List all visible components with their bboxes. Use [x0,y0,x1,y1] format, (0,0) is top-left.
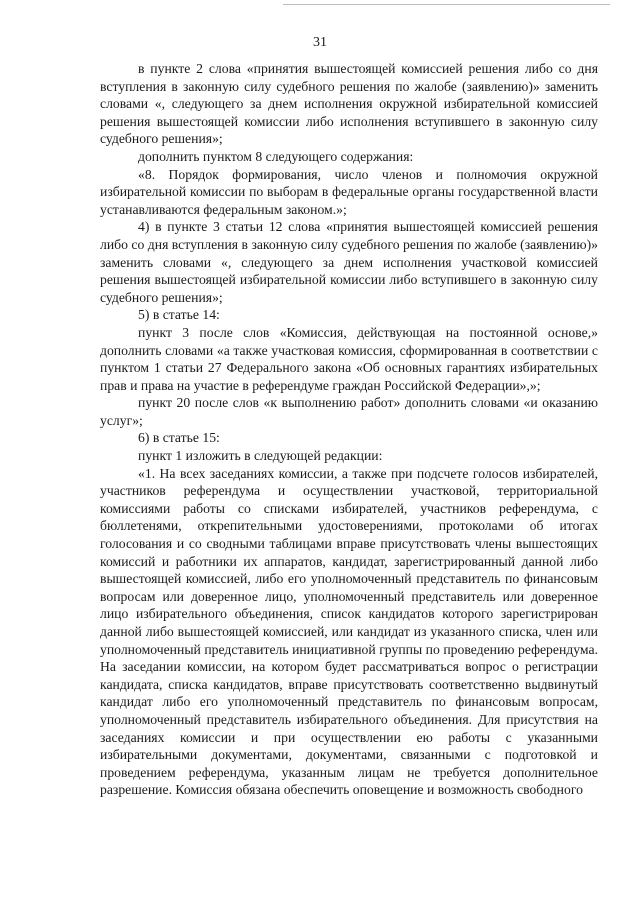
paragraph: 6) в статье 15: [138,430,220,446]
paragraph: пункт 1 изложить в следующей редакции: [138,448,383,464]
paragraph: «8. Порядок формирования, число членов и полномочия окружной избирательной комиссии по выборам в федеральные органы государственной власти устанавливаются федеральным законом.»; [100,166,598,217]
paragraph: пункт 3 после слов «Комиссия, действующая на постоянной основе,» дополнить словами «а также участковая комиссия, сформированная в соответствии с пунктом 1 статьи 27 Федерального закона «Об основных гарантиях избирательных прав и права на участие в референдуме граждан Российской Федерации»,»; [100,324,598,393]
paragraph: 4) в пункте 3 статьи 12 слова «принятия вышестоящей комиссией решения либо со дня вступления в законную силу судебного решения по жалобе (заявлению)» заменить словами «, следующего за днем исполнения участковой комиссией решения вышестоящей избирательной комиссии либо вступившего в законную силу судебного решения»; [100,219,598,305]
header-rule [283,4,610,5]
paragraph: пункт 20 после слов «к выполнению работ» дополнить словами «и оказанию услуг»; [100,395,598,428]
paragraph: дополнить пунктом 8 следующего содержания: [138,148,414,164]
body-text [100,60,598,799]
paragraph: в пункте 2 слова «принятия вышестоящей комиссией решения либо со дня вступления в законную силу судебного решения по жалобе (заявлению)» заменить словами «, следующего за днем исполнения окружной избирательной комиссией решения вышестоящей комиссии либо исполнения вступившего в законную силу судебного решения»; [100,61,598,147]
page-number: 31 [313,35,327,50]
paragraph: «1. На всех заседаниях комиссии, а также при подсчете голосов избирателей, участников референдума и осуществлении участковой, территориальной комиссиями работы со списками избирателей, участников референдума, с бюллетенями, открепительными удостоверениями, протоколами об итогах голосования и со сводными таблицами вправе присутствовать члены вышестоящих комиссий и работники их аппаратов, кандидат, зарегистрированный данной либо вышестоящей комиссией, либо его уполномоченный представитель по финансовым вопросам или доверенное лицо, уполномоченный представитель или доверенное лицо избирательного объединения, список кандидатов которого зарегистрирован данной либо вышестоящей комиссией, или кандидат из указанного списка, член или уполномоченный представитель инициативной группы по проведению референдума. На заседании комиссии, на котором будет рассматриваться вопрос о регистрации кандидата, списка кандидатов, вправе присутствовать соответственно выдвинутый кандидат либо его уполномоченный представитель по финансовым вопросам, уполномоченный представитель избирательного объединения. Для присутствия на заседаниях комиссии и при осуществлении ею работы с указанными избирательными документами, документами, связанными с подготовкой и проведением референдума, указанным лицам не требуется дополнительное разрешение. Комиссия обязана обеспечить оповещение и возможность свободного [100,465,598,798]
paragraph: 5) в статье 14: [138,307,220,323]
